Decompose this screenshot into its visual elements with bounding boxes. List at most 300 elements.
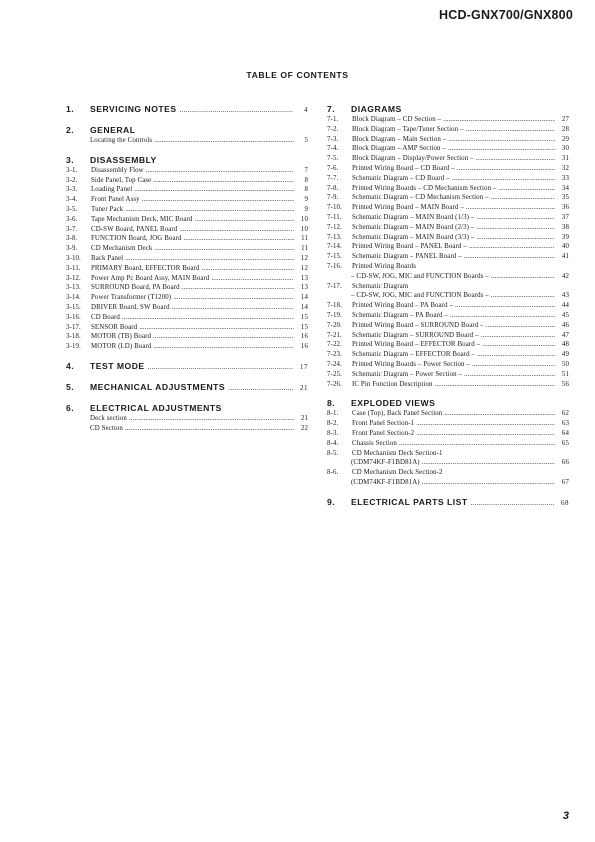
entry-page-number: 64 xyxy=(561,429,569,437)
entry-title: Schematic Diagram – EFFECTOR Board – xyxy=(352,351,476,359)
entry-number: 3-6. xyxy=(66,215,78,223)
entry-number: 8-2. xyxy=(327,420,339,428)
dot-leader xyxy=(125,254,294,264)
entry-number: 7-19. xyxy=(327,311,342,319)
toc-entry[interactable] xyxy=(327,380,569,390)
entry-page-number: 31 xyxy=(561,155,569,163)
entry-page-number: 62 xyxy=(561,410,569,418)
dot-leader xyxy=(476,223,555,233)
toc-entry[interactable] xyxy=(327,429,569,439)
toc-section-heading[interactable] xyxy=(327,104,569,115)
entry-title: SURROUND Board, PA Board xyxy=(91,284,180,292)
entry-title: Deck section xyxy=(90,414,127,422)
entry-title: (CDM74KF-F1BD81A) xyxy=(351,478,420,486)
entry-number: 3-17. xyxy=(66,323,81,331)
entry-title: CD Mechanism Deck xyxy=(91,245,153,253)
dot-leader xyxy=(444,409,555,419)
entry-page-number: 22 xyxy=(300,424,308,432)
entry-title: – CD-SW, JOG, MIC and FUNCTION Boards – xyxy=(351,292,489,300)
entry-page-number: 10 xyxy=(300,225,308,233)
toc-entry[interactable] xyxy=(66,176,308,186)
entry-title: Tuner Pack xyxy=(91,205,124,213)
dot-leader xyxy=(476,154,555,164)
dot-leader xyxy=(471,498,554,509)
toc-entry[interactable] xyxy=(327,233,569,243)
entry-title: Schematic Diagram – CD Mechanism Section – xyxy=(352,194,489,202)
toc-entry[interactable] xyxy=(66,332,308,342)
entry-page-number: 13 xyxy=(300,274,308,282)
dot-leader xyxy=(153,332,294,342)
toc-entry[interactable] xyxy=(327,164,569,174)
toc-right-column xyxy=(327,98,569,509)
entry-title: MOTOR (TB) Board xyxy=(91,333,152,341)
toc-entry[interactable] xyxy=(327,272,569,282)
toc-entry[interactable] xyxy=(327,478,569,488)
entry-number: 3-13. xyxy=(66,284,81,292)
toc-entry[interactable] xyxy=(327,360,569,370)
entry-number: 8-4. xyxy=(327,439,339,447)
entry-title: Schematic Diagram – PANEL Board – xyxy=(352,253,462,261)
entry-page-number: 15 xyxy=(300,313,308,321)
toc-entry[interactable] xyxy=(327,154,569,164)
entry-number: 7-22. xyxy=(327,341,342,349)
toc-entry[interactable] xyxy=(66,166,308,176)
entry-page-number: 7 xyxy=(304,166,308,174)
dot-leader xyxy=(435,380,555,390)
entry-number: 7-11. xyxy=(327,213,342,221)
entry-title: Schematic Diagram xyxy=(352,282,409,290)
dot-leader xyxy=(464,370,555,380)
dot-leader xyxy=(452,174,555,184)
entry-title: DRIVER Board, SW Board xyxy=(91,303,170,311)
toc-entry[interactable] xyxy=(327,419,569,429)
dot-leader xyxy=(211,274,294,284)
section-number: 7. xyxy=(327,104,336,114)
entry-page-number: 48 xyxy=(561,341,569,349)
entry-number: 3-10. xyxy=(66,254,81,262)
dot-leader xyxy=(416,429,555,439)
toc-section-heading[interactable] xyxy=(66,361,308,373)
section-number: 2. xyxy=(66,125,75,135)
entry-number: 7-1. xyxy=(327,116,339,123)
entry-title: Front Panel Section-1 xyxy=(352,420,415,428)
entry-title: Printed Wiring Board – MAIN Board – xyxy=(352,204,464,212)
entry-title: FUNCTION Board, JOG Board xyxy=(91,235,182,243)
dot-leader xyxy=(142,195,294,205)
entry-page-number: 8 xyxy=(304,176,308,184)
dot-leader xyxy=(498,184,555,194)
toc-left-column xyxy=(66,98,308,434)
entry-page-number: 9 xyxy=(304,196,308,204)
dot-leader xyxy=(481,331,555,341)
entry-page-number: 10 xyxy=(300,215,308,223)
toc-entry[interactable] xyxy=(66,424,308,434)
entry-page-number: 37 xyxy=(561,213,569,221)
entry-number: 7-17. xyxy=(327,282,342,290)
entry-page-number: 40 xyxy=(561,243,569,251)
entry-title: Block Diagram – AMP Section – xyxy=(352,145,446,153)
toc-entry[interactable] xyxy=(327,370,569,380)
toc-entry[interactable] xyxy=(327,203,569,213)
entry-page-number: 39 xyxy=(561,233,569,241)
dot-leader xyxy=(125,424,294,434)
entry-number: 3-8. xyxy=(66,235,78,243)
entry-title: Power Transformer (T1200) xyxy=(91,294,172,302)
dot-leader xyxy=(129,414,294,424)
entry-page-number: 43 xyxy=(561,292,569,300)
dot-leader xyxy=(148,362,293,373)
dot-leader xyxy=(228,383,293,394)
section-title: DIAGRAMS xyxy=(351,104,402,114)
dot-leader xyxy=(466,125,555,135)
entry-number: 7-18. xyxy=(327,302,342,310)
entry-page-number: 5 xyxy=(304,137,308,144)
section-title: GENERAL xyxy=(90,125,136,135)
entry-page-number: 34 xyxy=(561,184,569,192)
entry-number: 7-26. xyxy=(327,380,342,388)
dot-leader xyxy=(184,234,294,244)
entry-number: 3-2. xyxy=(66,176,78,184)
toc-entry[interactable] xyxy=(327,242,569,252)
toc-entry[interactable] xyxy=(327,262,569,272)
entry-title: Printed Wiring Board – PANEL Board – xyxy=(352,243,467,251)
entry-number: 3-14. xyxy=(66,294,81,302)
dot-leader xyxy=(476,233,555,243)
entry-page-number: 36 xyxy=(561,204,569,212)
toc-entry[interactable] xyxy=(66,225,308,235)
toc-entry[interactable] xyxy=(327,115,569,125)
entry-title: PRIMARY Board, EFFECTOR Board xyxy=(91,264,200,272)
entry-title: Side Panel, Top Case xyxy=(91,176,152,184)
toc-entry[interactable] xyxy=(66,414,308,424)
toc-section-heading[interactable] xyxy=(327,398,569,409)
entry-title: Front Panel Assy xyxy=(91,196,140,204)
entry-title: Chassis Section xyxy=(352,439,397,447)
toc-entry[interactable] xyxy=(327,468,569,478)
dot-leader xyxy=(153,176,294,186)
entry-page-number: 35 xyxy=(561,194,569,202)
toc-section-heading[interactable] xyxy=(66,403,308,414)
section-number: 4. xyxy=(66,360,75,371)
section-page-number: 68 xyxy=(561,498,569,507)
entry-page-number: 30 xyxy=(561,145,569,153)
toc-section-heading[interactable] xyxy=(66,155,308,166)
section-title: TEST MODE xyxy=(90,360,145,371)
entry-page-number: 33 xyxy=(561,174,569,182)
entry-title: Schematic Diagram – PA Board – xyxy=(352,311,448,319)
entry-page-number: 8 xyxy=(304,186,308,194)
toc-entry[interactable] xyxy=(66,264,308,274)
toc-entry[interactable] xyxy=(327,340,569,350)
entry-number: 7-12. xyxy=(327,223,342,231)
entry-title: Back Panel xyxy=(91,254,124,262)
entry-number: 7-3. xyxy=(327,135,339,143)
entry-number: 7-13. xyxy=(327,233,342,241)
section-title: ELECTRICAL PARTS LIST xyxy=(351,496,468,507)
entry-title: IC Pin Function Description xyxy=(352,380,433,388)
entry-title: Block Diagram – CD Section – xyxy=(352,116,442,123)
entry-number: 3-7. xyxy=(66,225,78,233)
section-page-number: 17 xyxy=(300,362,308,371)
dot-leader xyxy=(154,244,294,254)
section-page-number: 4 xyxy=(304,106,308,114)
toc-entry[interactable] xyxy=(66,254,308,264)
entry-page-number: 44 xyxy=(561,302,569,310)
entry-number: 7-16. xyxy=(327,262,342,270)
entry-title: MOTOR (LD) Board xyxy=(91,343,152,351)
entry-number: 7-21. xyxy=(327,331,342,339)
toc-entry[interactable] xyxy=(66,342,308,352)
dot-leader xyxy=(491,193,555,203)
entry-page-number: 49 xyxy=(561,351,569,359)
entry-title: CD Mechanism Deck Section-1 xyxy=(352,449,443,457)
dot-leader xyxy=(172,303,294,313)
entry-number: 7-9. xyxy=(327,194,339,202)
dot-leader xyxy=(179,225,294,235)
entry-title: (CDM74KF-F1BD81A) xyxy=(351,459,420,467)
entry-page-number: 29 xyxy=(561,135,569,143)
dot-leader xyxy=(448,144,555,154)
dot-leader xyxy=(125,205,294,215)
section-title: EXPLODED VIEWS xyxy=(351,398,436,409)
entry-title: Tape Mechanism Deck, MIC Board xyxy=(91,215,193,223)
section-number: 6. xyxy=(66,402,75,413)
entry-title: Schematic Diagram – Power Section – xyxy=(352,370,463,378)
toc-section-heading[interactable] xyxy=(66,104,308,116)
toc-entry[interactable] xyxy=(327,409,569,419)
toc-entry[interactable] xyxy=(327,350,569,360)
toc-entry[interactable] xyxy=(327,458,569,468)
entry-number: 3-5. xyxy=(66,205,78,213)
entry-page-number: 21 xyxy=(300,414,308,422)
entry-title: Printed Wiring Boards xyxy=(352,262,417,270)
toc-entry[interactable] xyxy=(327,291,569,301)
toc-entry[interactable] xyxy=(327,213,569,223)
toc-section-heading[interactable] xyxy=(327,497,569,509)
entry-number: 7-24. xyxy=(327,360,342,368)
entry-number: 8-1. xyxy=(327,410,339,418)
entry-page-number: 42 xyxy=(561,272,569,280)
entry-title: Printed Wiring Board – CD Board – xyxy=(352,164,455,172)
entry-title: Disassembly Flow xyxy=(91,166,144,174)
entry-number: 3-1. xyxy=(66,166,78,174)
entry-number: 3-15. xyxy=(66,303,81,311)
entry-number: 7-4. xyxy=(327,145,339,153)
entry-title: Schematic Diagram – CD Board – xyxy=(352,174,450,182)
toc-entry[interactable] xyxy=(327,135,569,145)
dot-leader xyxy=(416,419,555,429)
dot-leader xyxy=(450,311,555,321)
toc-entry[interactable] xyxy=(66,234,308,244)
entry-number: 7-8. xyxy=(327,184,339,192)
entry-page-number: 63 xyxy=(561,420,569,428)
dot-leader xyxy=(457,164,555,174)
entry-page-number: 11 xyxy=(301,245,308,253)
dot-leader xyxy=(422,458,555,468)
toc-entry[interactable] xyxy=(66,274,308,284)
entry-number: 3-16. xyxy=(66,313,81,321)
section-number: 8. xyxy=(327,398,336,409)
entry-page-number: 14 xyxy=(300,294,308,302)
entry-number: 7-7. xyxy=(327,174,339,182)
dot-leader xyxy=(476,213,555,223)
entry-title: Schematic Diagram – MAIN Board (3/3) – xyxy=(352,233,475,241)
toc-entry[interactable] xyxy=(66,244,308,254)
entry-title: – CD-SW, JOG, MIC and FUNCTION Boards – xyxy=(351,272,489,280)
entry-title: Printed Wiring Board – SURROUND Board – xyxy=(352,321,484,329)
entry-number: 7-14. xyxy=(327,243,342,251)
dot-leader xyxy=(154,136,294,146)
section-number: 3. xyxy=(66,154,75,165)
entry-page-number: 38 xyxy=(561,223,569,231)
entry-title: Block Diagram – Main Section – xyxy=(352,135,447,143)
entry-page-number: 13 xyxy=(300,284,308,292)
page-number: 3 xyxy=(562,810,569,822)
entry-page-number: 27 xyxy=(561,116,569,123)
toc-section-heading[interactable] xyxy=(66,125,308,136)
entry-number: 7-10. xyxy=(327,204,342,212)
toc-entry[interactable] xyxy=(66,283,308,293)
entry-page-number: 65 xyxy=(561,439,569,447)
entry-title: CD Section xyxy=(90,424,123,432)
toc-entry[interactable] xyxy=(327,301,569,311)
toc-entry[interactable] xyxy=(66,303,308,313)
entry-number: 7-5. xyxy=(327,155,339,163)
toc-entry[interactable] xyxy=(66,323,308,333)
section-title: ELECTRICAL ADJUSTMENTS xyxy=(90,402,222,413)
entry-page-number: 46 xyxy=(561,321,569,329)
toc-entry[interactable] xyxy=(66,215,308,225)
entry-page-number: 12 xyxy=(300,254,308,262)
dot-leader xyxy=(469,242,555,252)
section-page-number: 21 xyxy=(300,383,308,392)
dot-leader xyxy=(455,301,555,311)
entry-number: 7-25. xyxy=(327,370,342,378)
toc-section-heading[interactable] xyxy=(66,382,308,394)
entry-title: CD-SW Board, PANEL Board xyxy=(91,225,178,233)
toc-entry[interactable] xyxy=(66,195,308,205)
dot-leader xyxy=(486,321,555,331)
dot-leader xyxy=(448,135,555,145)
entry-title: Schematic Diagram – MAIN Board (1/3) – xyxy=(352,213,475,221)
dot-leader xyxy=(466,203,555,213)
entry-page-number: 12 xyxy=(300,264,308,272)
toc-entry[interactable] xyxy=(327,449,569,459)
dot-leader xyxy=(122,313,294,323)
entry-number: 7-23. xyxy=(327,351,342,359)
toc-entry[interactable] xyxy=(327,252,569,262)
section-number: 5. xyxy=(66,381,75,392)
entry-number: 3-19. xyxy=(66,343,81,351)
entry-page-number: 32 xyxy=(561,164,569,172)
entry-page-number: 9 xyxy=(304,205,308,213)
page-title: TABLE OF CONTENTS xyxy=(246,70,349,80)
entry-number: 7-2. xyxy=(327,125,339,133)
toc-entry[interactable] xyxy=(327,125,569,135)
section-number: 9. xyxy=(327,496,336,507)
entry-page-number: 45 xyxy=(561,311,569,319)
toc-entry[interactable] xyxy=(66,293,308,303)
section-title: DISASSEMBLY xyxy=(90,154,157,165)
dot-leader xyxy=(477,350,555,360)
toc-entry[interactable] xyxy=(327,439,569,449)
dot-leader xyxy=(491,272,555,282)
dot-leader xyxy=(202,264,294,274)
section-title: MECHANICAL ADJUSTMENTS xyxy=(90,381,226,392)
entry-title: Block Diagram – Display/Power Section – xyxy=(352,155,474,163)
entry-number: 3-12. xyxy=(66,274,81,282)
toc-entry[interactable] xyxy=(66,136,308,146)
entry-page-number: 16 xyxy=(300,343,308,351)
entry-title: Printed Wiring Board – EFFECTOR Board – xyxy=(352,341,481,349)
entry-title: Printed Wiring Boards – CD Mechanism Section – xyxy=(352,184,497,192)
toc-entry[interactable] xyxy=(327,174,569,184)
toc-entry[interactable] xyxy=(327,144,569,154)
dot-leader xyxy=(464,252,555,262)
toc-entry[interactable] xyxy=(66,185,308,195)
toc-entry[interactable] xyxy=(327,321,569,331)
dot-leader xyxy=(139,323,294,333)
entry-title: CD Board xyxy=(91,313,120,321)
entry-page-number: 16 xyxy=(300,333,308,341)
entry-title: Block Diagram – Tape/Tuner Section – xyxy=(352,125,464,133)
entry-number: 7-15. xyxy=(327,253,342,261)
entry-page-number: 11 xyxy=(301,235,308,243)
dot-leader xyxy=(422,478,555,488)
model-name: HCD-GNX700/GNX800 xyxy=(438,8,573,22)
dot-leader xyxy=(134,185,294,195)
entry-title: Power Amp Pc Board Assy, MAIN Board xyxy=(91,274,210,282)
entry-page-number: 15 xyxy=(300,323,308,331)
entry-number: 3-18. xyxy=(66,333,81,341)
dot-leader xyxy=(443,115,555,125)
toc-entry[interactable] xyxy=(327,223,569,233)
entry-number: 7-20. xyxy=(327,321,342,329)
toc-entry[interactable] xyxy=(66,313,308,323)
entry-number: 3-3. xyxy=(66,186,78,194)
dot-leader xyxy=(173,293,294,303)
entry-title: Locating the Controls xyxy=(90,137,153,144)
entry-page-number: 67 xyxy=(561,478,569,486)
entry-title: Printed Wiring Board – PA Board – xyxy=(352,302,454,310)
entry-title: Loading Panel xyxy=(91,186,133,194)
toc-entry[interactable] xyxy=(327,331,569,341)
entry-title: Case (Top), Back Panel Section xyxy=(352,410,443,418)
entry-title: Front Panel Section-2 xyxy=(352,429,415,437)
dot-leader xyxy=(482,340,555,350)
toc-entry[interactable] xyxy=(327,311,569,321)
entry-number: 3-11. xyxy=(66,264,81,272)
toc-entry[interactable] xyxy=(66,205,308,215)
dot-leader xyxy=(182,283,294,293)
dot-leader xyxy=(153,342,294,352)
dot-leader xyxy=(180,105,293,116)
entry-number: 3-9. xyxy=(66,245,78,253)
entry-page-number: 51 xyxy=(561,370,569,378)
entry-title: SENSOR Board xyxy=(91,323,138,331)
dot-leader xyxy=(399,439,555,449)
toc-entry[interactable] xyxy=(327,282,569,292)
dot-leader xyxy=(491,291,555,301)
entry-title: Schematic Diagram – MAIN Board (2/3) – xyxy=(352,223,475,231)
toc-entry[interactable] xyxy=(327,184,569,194)
toc-entry[interactable] xyxy=(327,193,569,203)
dot-leader xyxy=(194,215,294,225)
entry-number: 8-5. xyxy=(327,449,339,457)
entry-page-number: 14 xyxy=(300,303,308,311)
entry-number: 7-6. xyxy=(327,164,339,172)
entry-number: 3-4. xyxy=(66,196,78,204)
